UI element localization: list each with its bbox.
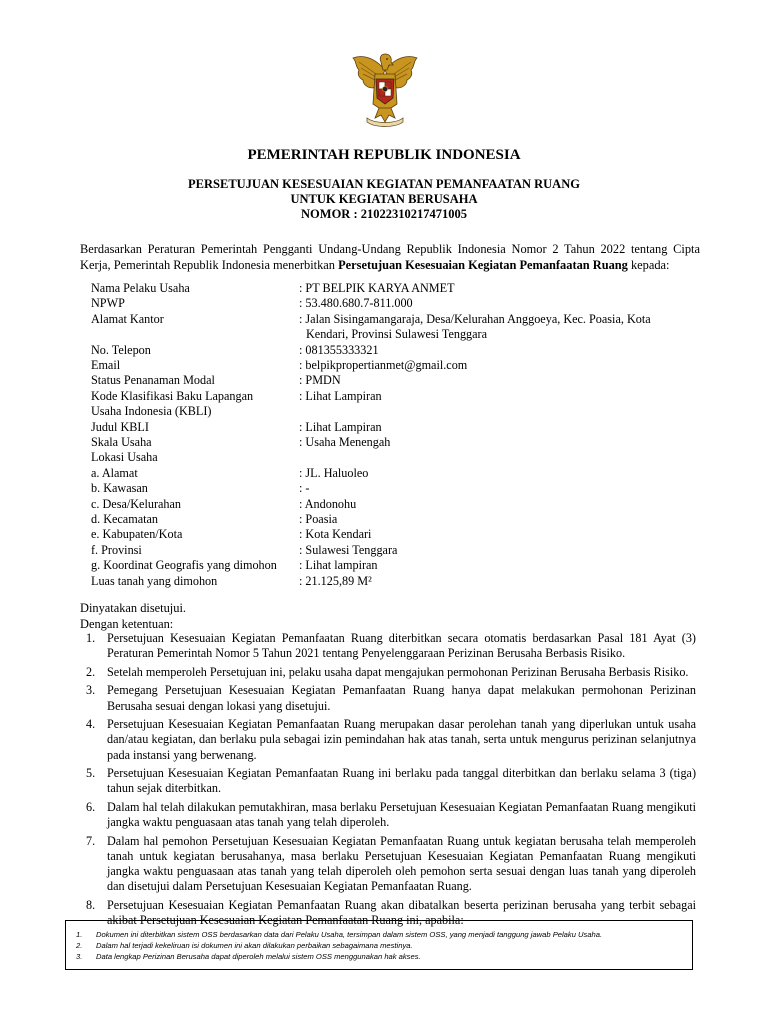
field-label: Skala Usaha (91, 435, 152, 450)
field-label (91, 389, 299, 420)
footer-note-text: Data lengkap Perizinan Berusaha dapat diperoleh melalui sistem OSS menggunakan hak akses. (96, 952, 421, 961)
field-label: Nama Pelaku Usaha (91, 281, 190, 295)
field-value: : 53.480.680.7-811.000 (299, 296, 413, 311)
list-number: 5. (86, 766, 96, 781)
field-value: : Sulawesi Tenggara (299, 542, 398, 557)
field-label: c. Desa/Kelurahan (91, 496, 182, 511)
field-value: : Lihat Lampiran (299, 419, 382, 434)
list-text: Dalam hal pemohon Persetujuan Kesesuaian Kegiatan Pemanfaatan Ruang untuk kegiatan berusaha telah memperoleh tanah untuk kegiatan berusahanya, masa berlaku Persetujuan Kesesuaian Kegiatan Pemanfaatan Ruang mengikuti jangka waktu penguasaan atas tanah yang telah diperoleh oleh pemohon serta sesuai dengan luas tanah yang diperoleh dan disetujui dalam Persetujuan Kesesuaian Kegiatan Pemanfaatan Ruang. (107, 833, 696, 894)
field-label: NPWP (91, 296, 125, 311)
intro-paragraph (80, 241, 700, 273)
field-label: e. Kabupaten/Kota (91, 527, 183, 542)
list-item (80, 717, 696, 763)
field-value: : 081355333321 (299, 342, 379, 357)
field-row (91, 420, 691, 435)
field-row (91, 466, 691, 481)
government-heading: PEMERINTAH REPUBLIK INDONESIA (247, 147, 521, 163)
list-text: Pemegang Persetujuan Kesesuaian Kegiatan Pemanfaatan Ruang hanya dapat melakukan permohonan Perizinan Berusaha sesuai dengan lokasi yang disetujui. (107, 683, 696, 713)
field-row (91, 343, 691, 358)
list-text: Persetujuan Kesesuaian Kegiatan Pemanfaatan Ruang merupakan dasar perolehan tanah yang diperlukan untuk usaha dan/atau kegiatan, dan berlaku pula sebagai izin pemindahan hak atas tanah, serta untuk mengurus perizinan selanjutnya pada instansi yang berwenang. (107, 717, 696, 762)
field-row (91, 527, 691, 542)
list-item (80, 683, 696, 713)
field-label: Lokasi Usaha (91, 450, 158, 465)
field-label-line2: Usaha Indonesia (KBLI) (91, 404, 212, 419)
list-number: 1. (86, 631, 96, 645)
field-row (91, 312, 691, 343)
field-value-line1: : Jalan Sisingamangaraja, Desa/Kelurahan Anggoeya, Kec. Poasia, Kota (299, 311, 651, 326)
list-text: Persetujuan Kesesuaian Kegiatan Pemanfaatan Ruang diterbitkan secara otomatis berdasarkan Pasal 181 Ayat (3) Peraturan Pemerintah Nomor 5 Tahun 2021 tentang Penyelenggaraan Perizinan Berusaha Berbasis Risiko. (107, 631, 696, 661)
footer-note-text: Dokumen ini diterbitkan sistem OSS berdasarkan data dari Pelaku Usaha, tersimpan dalam sistem OSS, yang menjadi tanggung jawab Pelaku Usaha. (96, 930, 603, 939)
list-text: Setelah memperoleh Persetujuan ini, pelaku usaha dapat mengajukan permohonan Perizinan Berusaha Berbasis Risiko. (107, 664, 689, 679)
field-row (91, 558, 691, 573)
footer-note (76, 951, 682, 962)
field-row (91, 450, 691, 465)
field-value: : 21.125,89 M² (299, 573, 372, 588)
field-value: : Kota Kendari (299, 527, 372, 542)
field-label: Luas tanah yang dimohon (91, 573, 218, 588)
list-item (80, 834, 696, 895)
field-value-line2: Kendari, Provinsi Sulawesi Tenggara (306, 327, 488, 342)
field-value: : PMDN (299, 373, 341, 388)
field-label: Alamat Kantor (91, 311, 164, 326)
field-row (91, 358, 691, 373)
field-value: : - (299, 481, 310, 496)
field-value: : Andonohu (299, 496, 357, 511)
field-label: Judul KBLI (91, 419, 149, 434)
list-item (80, 631, 696, 661)
intro-text-end: kepada: (627, 258, 670, 272)
field-row (91, 574, 691, 589)
list-number: 3. (86, 683, 96, 698)
field-label-line1: Kode Klasifikasi Baku Lapangan (91, 388, 254, 403)
field-value: : JL. Haluoleo (299, 465, 369, 480)
list-text: Dalam hal telah dilakukan pemutakhiran, masa berlaku Persetujuan Kesesuaian Kegiatan Pemanfaatan Ruang mengikuti jangka waktu penguasaan atas tanah yang telah diperoleh. (107, 799, 696, 830)
footer-notes-box (65, 920, 693, 970)
footer-note-text: Dalam hal terjadi kekeliruan isi dokumen ini akan dilakukan perbaikan sebagaimana mestinya. (96, 941, 413, 950)
footer-note (76, 929, 682, 940)
field-row (91, 497, 691, 512)
field-label: Status Penanaman Modal (91, 373, 215, 388)
field-value: : belpikpropertianmet@gmail.com (299, 358, 468, 373)
document-number: NOMOR : 21022310217471005 (301, 207, 467, 221)
document-title-line2: UNTUK KEGIATAN BERUSAHA (290, 192, 478, 206)
list-number: 4. (86, 717, 96, 732)
list-text: Persetujuan Kesesuaian Kegiatan Pemanfaatan Ruang akan dibatalkan beserta perizinan berusaha yang terbit sebagai akibat Persetujuan Kesesuaian Kegiatan Pemanfaatan Ruang ini, apabila: (107, 897, 696, 928)
footer-note-number: 3. (76, 952, 83, 961)
field-value: : Usaha Menengah (299, 435, 391, 450)
field-row (91, 296, 691, 311)
list-number: 2. (86, 664, 96, 679)
approval-section (80, 601, 186, 632)
field-row (91, 512, 691, 527)
list-number: 8. (86, 897, 96, 912)
list-number: 6. (86, 799, 96, 814)
field-row (91, 373, 691, 388)
list-text: Persetujuan Kesesuaian Kegiatan Pemanfaatan Ruang ini berlaku pada tanggal diterbitkan dan berlaku selama 3 (tiga) tahun sejak diterbitkan. (107, 766, 696, 796)
field-label: b. Kawasan (91, 481, 148, 496)
field-row (91, 481, 691, 496)
field-label: g. Koordinat Geografis yang dimohon (91, 558, 277, 573)
approval-statement: Dinyatakan disetujui. (80, 601, 186, 615)
conditions-list (80, 631, 696, 932)
field-row (91, 281, 691, 296)
list-item (80, 766, 696, 796)
field-label: No. Telepon (91, 342, 151, 357)
business-details (91, 281, 691, 589)
field-value (299, 312, 689, 343)
field-row (91, 389, 691, 420)
garuda-emblem-icon (349, 48, 421, 128)
document-title-line1: PERSETUJUAN KESESUAIAN KEGIATAN PEMANFAATAN RUANG (188, 177, 580, 191)
footer-note (76, 940, 682, 951)
intro-bold-text: Persetujuan Kesesuaian Kegiatan Pemanfaatan Ruang (338, 258, 628, 272)
footer-note-number: 2. (76, 941, 83, 950)
footer-note-number: 1. (76, 930, 83, 939)
intro-text: Berdasarkan Peraturan Pemerintah Pengganti Undang-Undang Republik Indonesia Nomor 2 Tahun 2022 tentang Cipta Kerja, Pemerintah Republik Indonesia menerbitkan (80, 242, 700, 272)
field-value: : Lihat lampiran (299, 558, 378, 573)
field-row (91, 543, 691, 558)
field-label: d. Kecamatan (91, 512, 158, 527)
conditions-heading: Dengan ketentuan: (80, 616, 174, 631)
field-label: Email (91, 358, 121, 373)
field-row (91, 435, 691, 450)
field-label: f. Provinsi (91, 542, 142, 557)
field-value: : Lihat Lampiran (299, 388, 382, 403)
list-item (80, 665, 696, 680)
list-number: 7. (86, 833, 96, 848)
field-value: : PT BELPIK KARYA ANMET (299, 281, 455, 295)
field-label: a. Alamat (91, 465, 138, 480)
field-value: : Poasia (299, 512, 338, 527)
list-item (80, 800, 696, 830)
